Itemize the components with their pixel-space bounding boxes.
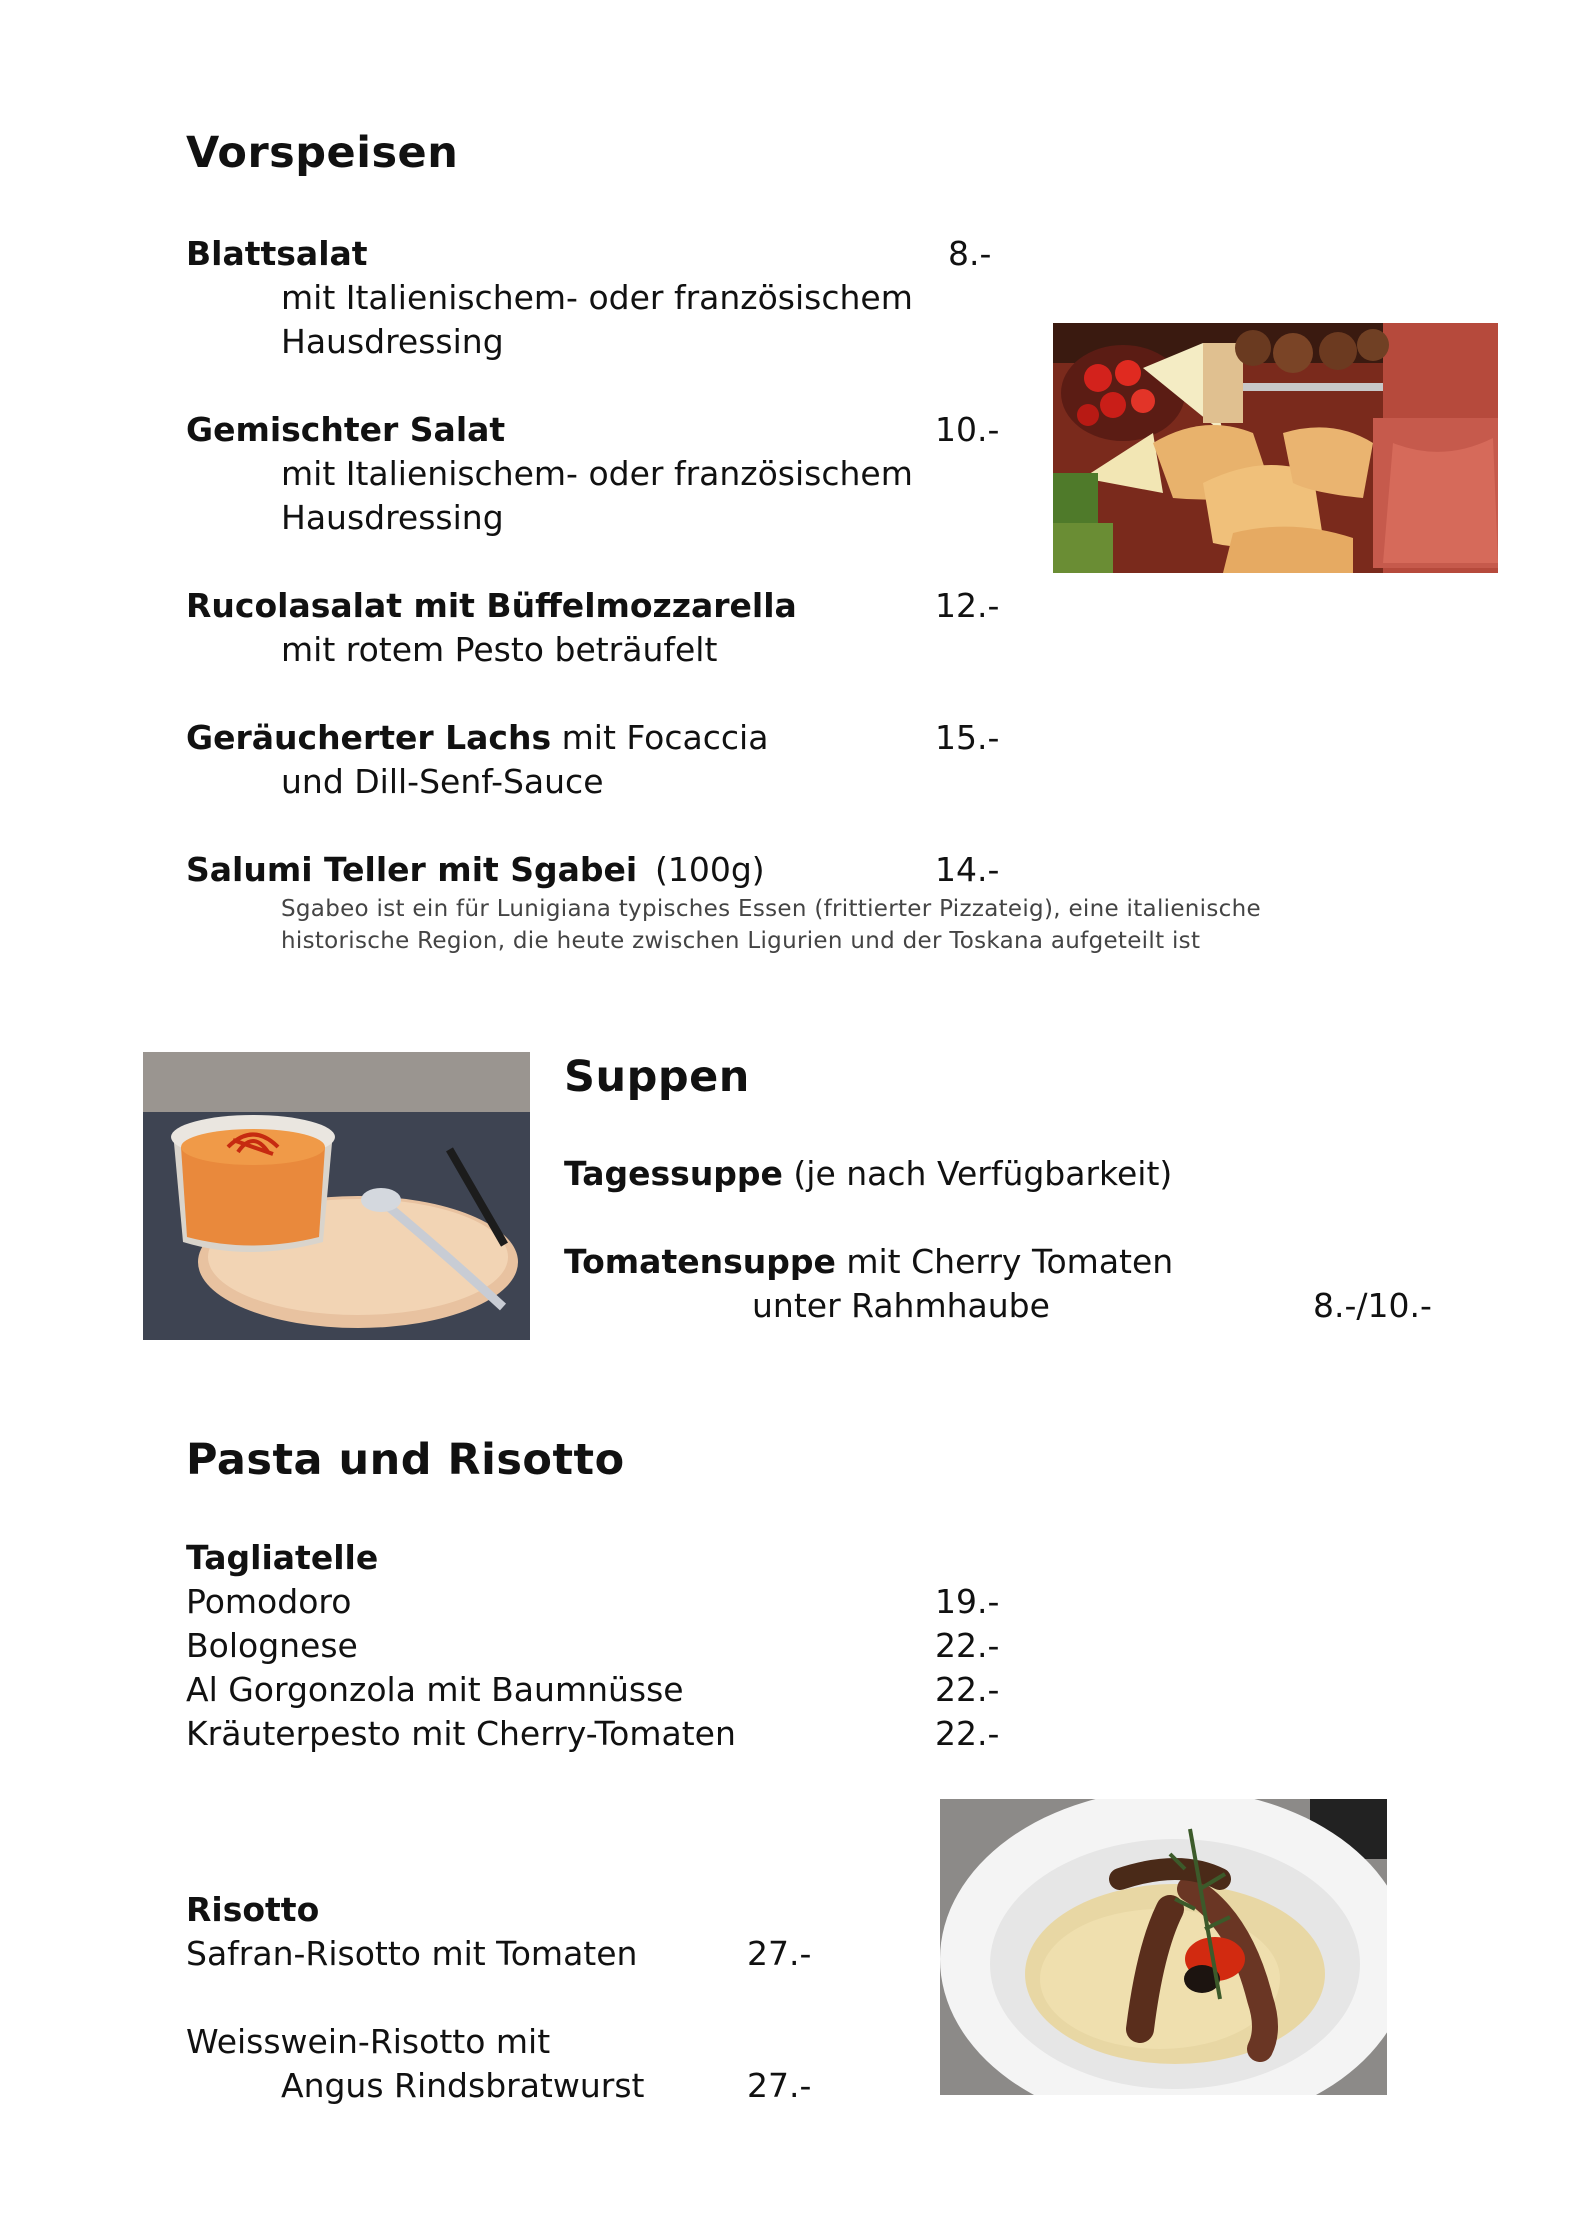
subsection-heading-tagliatelle: Tagliatelle	[186, 1538, 379, 1577]
dish-name: Pomodoro	[186, 1582, 352, 1621]
dish-name: Blattsalat	[186, 234, 368, 273]
dish-name: Tomatensuppe	[564, 1242, 836, 1281]
dish-name: Rucolasalat mit Büffelmozzarella	[186, 586, 797, 625]
dish-price: 19.-	[935, 1582, 1000, 1621]
tomato-soup-photo	[143, 1052, 530, 1340]
dish-price: 8.-/10.-	[1313, 1286, 1432, 1325]
dish-price: 10.-	[935, 410, 1000, 449]
dish-price: 14.-	[935, 850, 1000, 889]
section-title-suppen: Suppen	[564, 1052, 750, 1102]
dish-description: mit Italienischem- oder französischem	[281, 454, 913, 493]
dish-name: Geräucherter Lachs	[186, 718, 552, 757]
dish-name: Tagessuppe	[564, 1154, 783, 1193]
dish-name: Salumi Teller mit Sgabei	[186, 850, 638, 889]
dish-description: mit rotem Pesto beträufelt	[281, 630, 718, 669]
dish-name-line	[186, 716, 768, 760]
subsection-heading-risotto: Risotto	[186, 1890, 320, 1929]
dish-price: 27.-	[747, 1934, 812, 1973]
antipasti-platter-photo	[1053, 323, 1498, 573]
dish-description: Angus Rindsbratwurst	[281, 2066, 645, 2105]
dish-price: 22.-	[935, 1670, 1000, 1709]
dish-name-line	[564, 1152, 1172, 1196]
dish-name: Weisswein-Risotto mit	[186, 2022, 551, 2061]
dish-name-line	[564, 1240, 1173, 1284]
dish-description: und Dill-Senf-Sauce	[281, 762, 604, 801]
dish-price: 15.-	[935, 718, 1000, 757]
dish-description: Hausdressing	[281, 322, 504, 361]
dish-price: 22.-	[935, 1626, 1000, 1665]
dish-name: Kräuterpesto mit Cherry-Tomaten	[186, 1714, 736, 1753]
dish-price: 22.-	[935, 1714, 1000, 1753]
dish-name-rest: mit Cherry Tomaten	[835, 1242, 1174, 1281]
section-title-vorspeisen: Vorspeisen	[186, 128, 459, 178]
dish-note: Sgabeo ist ein für Lunigiana typisches Essen (frittierter Pizzateig), eine italienische	[281, 896, 1261, 922]
risotto-sausage-photo	[940, 1799, 1387, 2095]
dish-description: Hausdressing	[281, 498, 504, 537]
dish-name: Gemischter Salat	[186, 410, 506, 449]
dish-name: Safran-Risotto mit Tomaten	[186, 1934, 638, 1973]
dish-note: historische Region, die heute zwischen Ligurien und der Toskana aufgeteilt ist	[281, 928, 1201, 954]
dish-description: unter Rahmhaube	[752, 1286, 1050, 1325]
dish-name: Al Gorgonzola mit Baumnüsse	[186, 1670, 684, 1709]
dish-name-rest: mit Focaccia	[551, 718, 769, 757]
dish-description: mit Italienischem- oder französischem	[281, 278, 913, 317]
dish-name-rest: (je nach Verfügbarkeit)	[782, 1154, 1173, 1193]
dish-price: 12.-	[935, 586, 1000, 625]
dish-name: Bolognese	[186, 1626, 358, 1665]
dish-price: 8.-	[948, 234, 992, 273]
dish-price: 27.-	[747, 2066, 812, 2105]
section-title-pasta: Pasta und Risotto	[186, 1435, 625, 1485]
dish-quantity: (100g)	[655, 850, 765, 889]
